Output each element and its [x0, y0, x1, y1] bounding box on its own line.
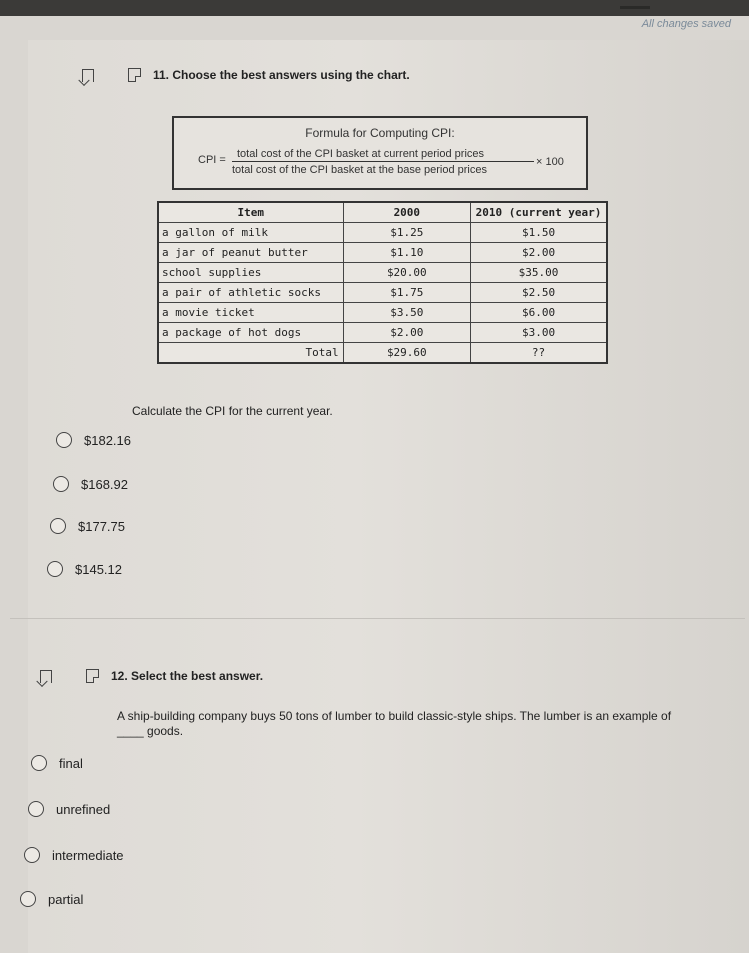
answer-label: unrefined — [56, 801, 111, 817]
radio-button[interactable] — [56, 432, 72, 448]
answer-option[interactable] — [28, 801, 110, 817]
table-cell: $3.50 — [343, 303, 470, 323]
fraction-bar — [232, 161, 534, 162]
cpi-formula-box — [172, 116, 588, 190]
table-cell: $6.00 — [471, 303, 607, 323]
formula-lhs: CPI = — [198, 154, 226, 166]
answer-label: $182.16 — [84, 432, 131, 448]
formula-multiplier: × 100 — [536, 156, 564, 168]
question-12-header — [40, 669, 263, 683]
answer-option[interactable] — [47, 561, 122, 577]
answer-label: $177.75 — [78, 518, 125, 534]
table-cell: $1.10 — [343, 243, 470, 263]
table-cell: $2.00 — [343, 323, 470, 343]
table-cell: $3.00 — [471, 323, 607, 343]
formula-numerator: total cost of the CPI basket at current period prices — [237, 148, 485, 160]
table-row — [158, 223, 607, 243]
answer-option[interactable] — [53, 476, 128, 492]
answer-option[interactable] — [56, 432, 131, 448]
table-header: 2000 — [343, 202, 470, 223]
question-12-text — [117, 709, 727, 739]
answer-option[interactable] — [50, 518, 125, 534]
table-cell: $1.25 — [343, 223, 470, 243]
table-row — [158, 263, 607, 283]
table-header-row — [158, 202, 607, 223]
flag-icon[interactable] — [86, 669, 99, 683]
table-cell: $1.75 — [343, 283, 470, 303]
table-header: Item — [158, 202, 343, 223]
cpi-price-table — [157, 201, 608, 364]
table-total-row — [158, 343, 607, 364]
radio-button[interactable] — [24, 847, 40, 863]
answer-label: $145.12 — [75, 561, 122, 577]
table-cell: $2.50 — [471, 283, 607, 303]
answer-label: intermediate — [52, 847, 124, 863]
answer-option[interactable] — [31, 755, 83, 771]
table-cell: a pair of athletic socks — [158, 283, 343, 303]
answer-option[interactable] — [24, 847, 124, 863]
flag-icon[interactable] — [128, 68, 141, 82]
table-cell: $1.50 — [471, 223, 607, 243]
formula-title: Formula for Computing CPI: — [305, 126, 455, 140]
table-row — [158, 283, 607, 303]
radio-button[interactable] — [31, 755, 47, 771]
table-row — [158, 243, 607, 263]
brand-mark: ▬▬▬ — [620, 1, 650, 12]
radio-button[interactable] — [28, 801, 44, 817]
table-total-2000: $29.60 — [343, 343, 470, 364]
question-11-header — [82, 68, 410, 82]
formula-denominator: total cost of the CPI basket at the base period prices — [232, 164, 487, 176]
table-cell: a gallon of milk — [158, 223, 343, 243]
table-total-label: Total — [158, 343, 343, 364]
answer-label: partial — [48, 891, 84, 907]
table-cell: $2.00 — [471, 243, 607, 263]
radio-button[interactable] — [50, 518, 66, 534]
table-row — [158, 303, 607, 323]
table-cell: $35.00 — [471, 263, 607, 283]
question-divider — [10, 618, 745, 619]
bookmark-icon[interactable] — [40, 670, 52, 683]
answer-label: $168.92 — [81, 476, 128, 492]
table-row — [158, 323, 607, 343]
question-12-line-1: A ship-building company buys 50 tons of lumber to build classic-style ships. The lumber is an example of — [117, 709, 672, 723]
bookmark-icon[interactable] — [82, 69, 94, 82]
question-11-title: 11. Choose the best answers using the chart. — [153, 68, 410, 82]
radio-button[interactable] — [53, 476, 69, 492]
table-cell: a package of hot dogs — [158, 323, 343, 343]
question-12-title: 12. Select the best answer. — [111, 669, 264, 683]
table-cell: school supplies — [158, 263, 343, 283]
table-cell: $20.00 — [343, 263, 470, 283]
radio-button[interactable] — [47, 561, 63, 577]
top-bar — [0, 0, 749, 16]
question-11-prompt: Calculate the CPI for the current year. — [132, 404, 333, 418]
table-cell: a jar of peanut butter — [158, 243, 343, 263]
answer-option[interactable] — [20, 891, 83, 907]
table-cell: a movie ticket — [158, 303, 343, 323]
table-header: 2010 (current year) — [471, 202, 607, 223]
question-12-line-2: ____ goods. — [117, 724, 184, 738]
radio-button[interactable] — [20, 891, 36, 907]
answer-label: final — [59, 755, 83, 771]
table-total-2010: ?? — [471, 343, 607, 364]
save-status: All changes saved — [641, 18, 731, 30]
